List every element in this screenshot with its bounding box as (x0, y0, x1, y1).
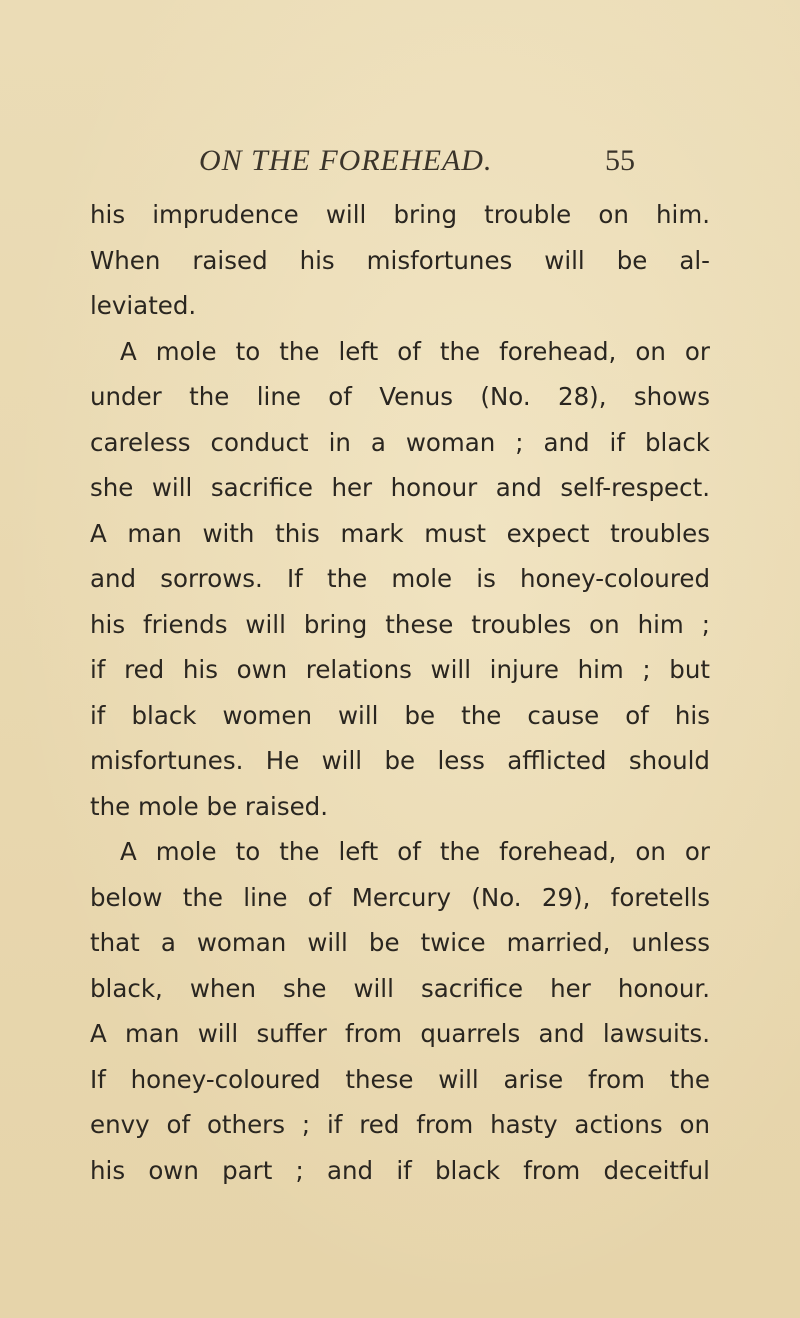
running-head-title: ON THE FOREHEAD. (199, 144, 493, 177)
text-line: his own part ; and if black from deceitful (90, 1155, 710, 1185)
text-line: When raised his misfortunes will be al- (90, 245, 710, 275)
text-line: if black women will be the cause of his (90, 700, 710, 730)
text-line: that a woman will be twice married, unless (90, 928, 710, 957)
text-line: A man with this mark must expect troubles (90, 518, 710, 548)
text-line: his friends will bring these troubles on him ; (90, 609, 710, 639)
text-line: A man will suffer from quarrels and lawsuits. (90, 1019, 710, 1048)
text-line: she will sacrifice her honour and self-respect. (90, 473, 710, 502)
text-line: under the line of Venus (No. 28), shows (90, 382, 710, 411)
text-line: the mole be raised. (90, 791, 329, 821)
text-line: careless conduct in a woman ; and if black (90, 427, 710, 457)
running-head (0, 144, 800, 184)
text-line: and sorrows. If the mole is honey-coloured (90, 564, 710, 593)
text-line: black, when she will sacrifice her honour. (90, 973, 710, 1003)
body-text (90, 192, 710, 1193)
text-line: envy of others ; if red from hasty actions on (90, 1110, 710, 1139)
text-line: If honey-coloured these will arise from the (90, 1064, 710, 1094)
text-line: if red his own relations will injure him ; but (90, 655, 710, 684)
page-number: 55 (605, 144, 635, 177)
text-line: his imprudence will bring trouble on him. (90, 200, 710, 229)
text-line: A mole to the left of the forehead, on or (120, 336, 710, 366)
text-line: below the line of Mercury (No. 29), foretells (90, 882, 710, 912)
text-line: A mole to the left of the forehead, on or (120, 837, 710, 866)
text-line: misfortunes. He will be less afflicted should (90, 746, 710, 775)
text-line: leviated. (90, 291, 197, 320)
